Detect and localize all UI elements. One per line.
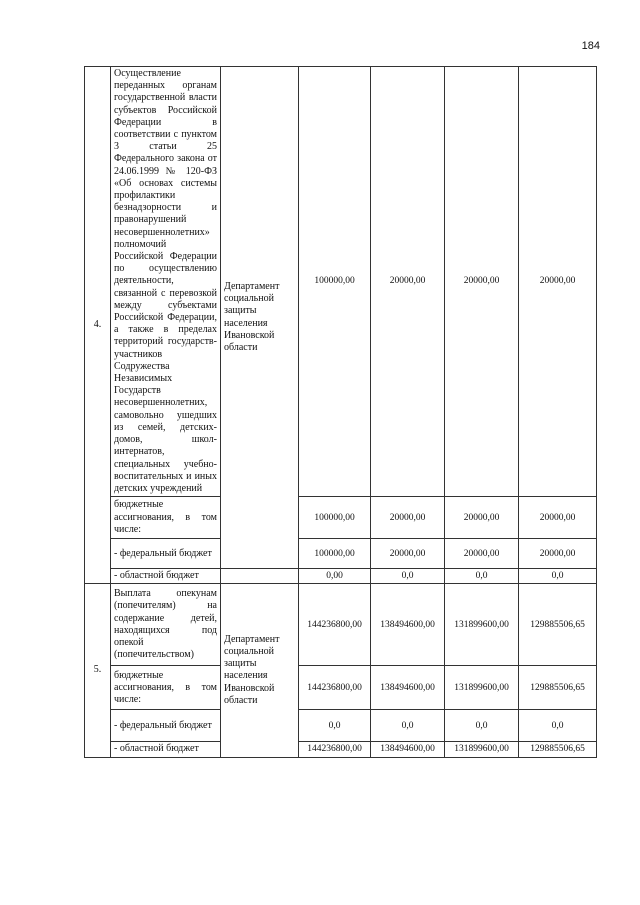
value-total: 0,00 [299,569,371,584]
value-year-1: 138494600,00 [371,742,445,757]
table-row [85,710,597,742]
value-year-2: 131899600,00 [445,666,519,710]
table-row [85,569,597,584]
measure-title: Выплата опекунам (попечителям) на содержание детей, находящихся под опекой (попечительством) [111,584,221,666]
value-year-3: 129885506,65 [519,584,597,666]
value-year-2: 20000,00 [445,67,519,497]
table-row [85,539,597,569]
executor-cell: Департамент социальной защиты населения Ивановской области [221,584,299,757]
value-total: 144236800,00 [299,666,371,710]
sub-label: - областной бюджет [111,742,221,757]
value-year-3: 129885506,65 [519,666,597,710]
executor-cell: Департамент социальной защиты населения Ивановской области [221,67,299,569]
table-row [85,584,597,666]
value-year-1: 20000,00 [371,67,445,497]
value-total: 0,0 [299,710,371,742]
value-year-3: 0,0 [519,710,597,742]
budget-table [84,66,597,758]
page-number: 184 [581,40,600,52]
sub-label: - областной бюджет [111,569,221,584]
value-year-2: 0,0 [445,569,519,584]
value-year-2: 20000,00 [445,539,519,569]
value-total: 100000,00 [299,67,371,497]
table-row [85,497,597,539]
measure-title-text: Осуществление переданных органам государственной власти субъектов Российской Федерации в соответствии с пунктом 3 статьи 25 Федерального закона от 24.06.1999 № 120-ФЗ «Об основах системы профилактики безнадзорности и правонарушений несовершеннолетних» полномочий Российской Федерации по осуществлению деятельности, связанной с перевозкой между субъектами Российской Федерации, а также в пределах территорий государств-участников Содружества Независимых Государств несовершеннолетних, самовольно ушедших из семей, детских-домов, школ-интернатов, специальных учебно-воспитательных и иных детских учреждений [114,68,217,494]
value-year-1: 20000,00 [371,539,445,569]
value-total: 100000,00 [299,497,371,539]
value-total: 100000,00 [299,539,371,569]
empty-executor-cell [221,569,299,584]
value-total: 144236800,00 [299,742,371,757]
value-year-1: 0,0 [371,569,445,584]
value-year-2: 131899600,00 [445,584,519,666]
sub-label: - федеральный бюджет [111,710,221,742]
value-year-3: 0,0 [519,569,597,584]
value-year-1: 138494600,00 [371,666,445,710]
sub-label: бюджетные ассигнования, в том числе: [111,666,221,710]
table-row [85,742,597,757]
value-year-1: 138494600,00 [371,584,445,666]
row-index: 4. [85,67,111,584]
value-year-3: 20000,00 [519,539,597,569]
sub-label: бюджетные ассигнования, в том числе: [111,497,221,539]
measure-title [111,67,221,497]
value-year-3: 20000,00 [519,497,597,539]
value-year-1: 0,0 [371,710,445,742]
table-row [85,67,597,497]
value-year-1: 20000,00 [371,497,445,539]
value-year-3: 20000,00 [519,67,597,497]
value-total: 144236800,00 [299,584,371,666]
value-year-2: 20000,00 [445,497,519,539]
sub-label: - федеральный бюджет [111,539,221,569]
table-row [85,666,597,710]
value-year-2: 131899600,00 [445,742,519,757]
value-year-3: 129885506,65 [519,742,597,757]
row-index: 5. [85,584,111,757]
value-year-2: 0,0 [445,710,519,742]
